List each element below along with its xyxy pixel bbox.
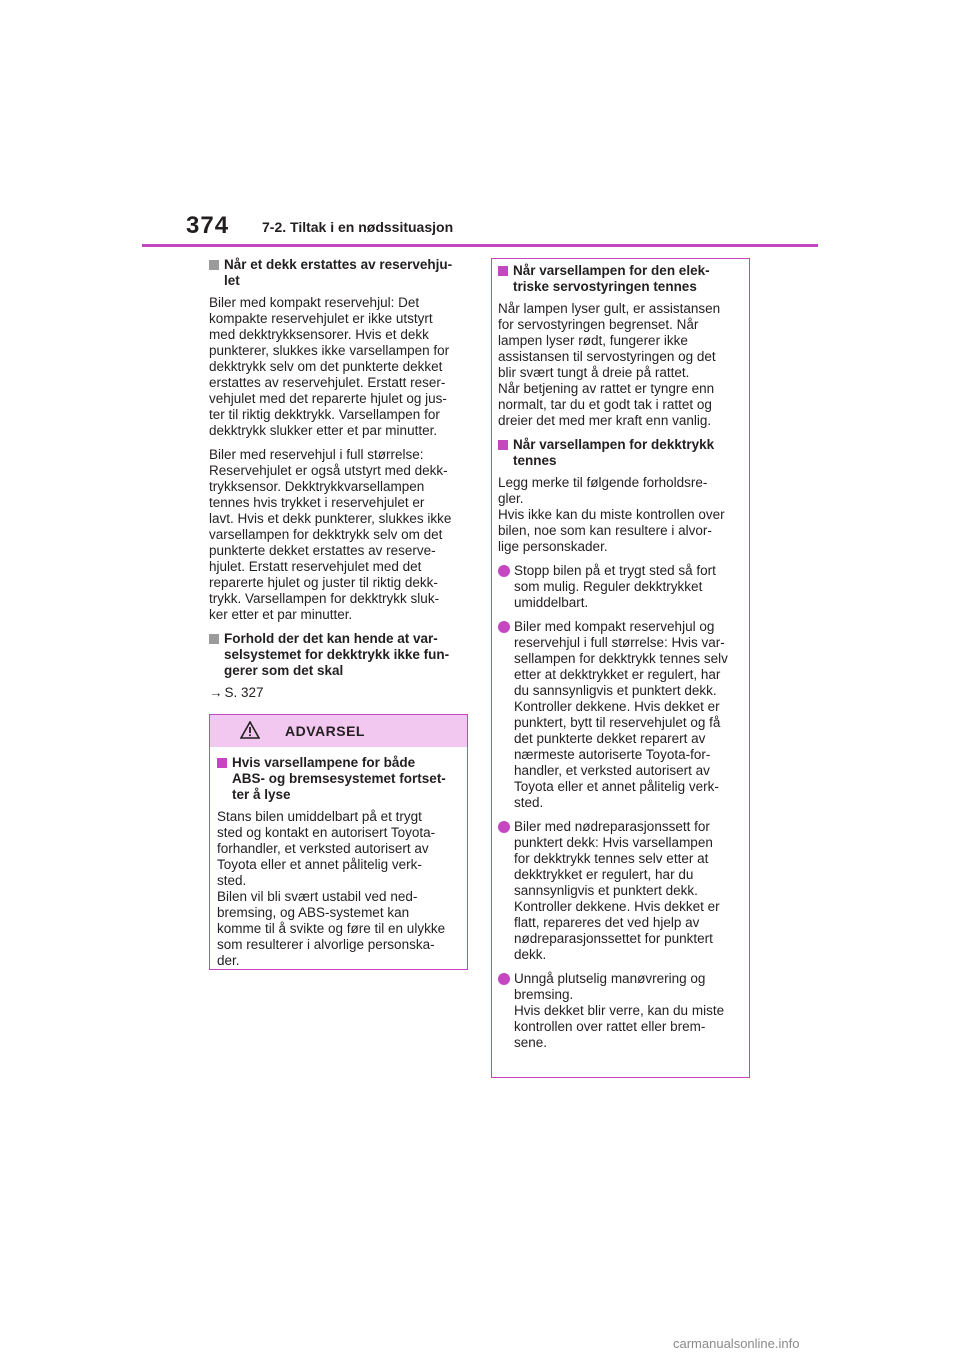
circle-bullet-icon (498, 565, 510, 577)
watermark: carmanualsonline.info (673, 1336, 800, 1351)
paragraph-compact-spare: Biler med kompakt reservehjul: Det kompakte reservehjulet er ikke utstyrt med dekktrykksensorer. Hvis et dekk punkterer, slukkes ikke varsellampen for dekktrykk selv om det punkterte dekket erstattes av reservehjulet. Erstatt reser- vehjulet med det reparerte hjulet og jus- ter til riktig dekktrykk. Varsellampen for dekktrykk slukker etter et par minutter. (209, 295, 450, 438)
left-heading-spare-wheel (209, 257, 469, 289)
right-heading-tire-pressure (498, 437, 741, 469)
page-header (0, 0, 960, 250)
left-column (209, 257, 469, 709)
warning-header (210, 715, 467, 747)
square-bullet-icon (498, 440, 508, 450)
paragraph-power-steering: Når lampen lyser gult, er assistansen for servostyringen begrenset. Når lampen lyser rødt, fungerer ikke assistansen til servostyringen og det blir svært tungt å dreie på rattet. Når betjening av rattet er tyngre enn normalt, tar du et godt tak i rattet og dreier det med mer kraft enn vanlig. (498, 301, 721, 428)
heading-text: Hvis varsellampene for både ABS- og bremsesystemet fortset- ter å lyse (232, 755, 446, 802)
page-number: 374 (186, 212, 230, 239)
bullet-item (498, 563, 741, 611)
bullet-text: Unngå plutselig manøvrering og bremsing. Hvis dekket blir verre, kan du miste kontrollen over rattet eller brem- sene. (514, 971, 725, 1050)
section-title: 7-2. Tiltak i en nødssituasjon (262, 219, 454, 235)
warning-paragraph: Stans bilen umiddelbart på et trygt sted og kontakt en autorisert Toyota- forhandler, et verksted autorisert av Toyota eller et annet pålitelig verk- sted. Bilen vil bli svært ustabil ved ned- bremsing, og ABS-systemet kan komme til å svikte og føre til en ulykke som resulterer i alvorlige personska- der. (217, 809, 446, 968)
circle-bullet-icon (498, 621, 510, 633)
square-bullet-icon (217, 758, 227, 768)
bullet-item (498, 971, 741, 1051)
paragraph-precautions: Legg merke til følgende forholdsre- gler. Hvis ikke kan du miste kontrollen over bilen, noe som kan resultere i alvor- lige personskader. (498, 475, 725, 554)
bullet-item (498, 619, 741, 811)
right-info-box (491, 258, 750, 1078)
page-reference (209, 685, 469, 701)
circle-bullet-icon (498, 973, 510, 985)
warning-body (210, 747, 467, 969)
heading-text: Når varsellampen for den elek- triske servostyringen tennes (513, 263, 710, 294)
left-heading-conditions (209, 631, 469, 679)
bullet-text: Biler med nødreparasjonssett for punktert dekk: Hvis varsellampen for dekktrykk tennes selv etter at dekktrykket er regulert, har du sannsynligvis et punktert dekk. Kontroller dekkene. Hvis dekket er flatt, repareres det ved hjelp av nødreparasjonssettet for punktert dekk. (514, 819, 720, 962)
bullet-item (498, 819, 741, 963)
bullet-text: Stopp bilen på et trygt sted så fort som mulig. Reguler dekktrykket umiddelbart. (514, 563, 716, 610)
circle-bullet-icon (498, 821, 510, 833)
warning-box (209, 714, 468, 970)
square-bullet-icon (498, 266, 508, 276)
warning-heading (217, 755, 457, 803)
heading-text: Forhold der det kan hende at var- selsystemet for dekktrykk ikke fun- gerer som det skal (224, 631, 450, 678)
arrow-right-icon: → (209, 685, 223, 700)
warning-label: ADVARSEL (285, 723, 365, 739)
bullet-text: Biler med kompakt reservehjul og reservehjul i full størrelse: Hvis var- sellampen for dekktrykk tennes selv etter at dekktrykket er regulert, har du sannsynligvis et punktert dekk. Kontroller dekkene. Hvis dekket er punktert, bytt til reservehjulet og få det punkterte dekket reparert av nærmeste autoriserte Toyota-for- handler, et verksted autorisert av Toyota eller et annet pålitelig verk- sted. (514, 619, 728, 810)
heading-text: Når et dekk erstattes av reservehju- let (224, 257, 453, 288)
square-bullet-icon (209, 260, 219, 270)
heading-text: Når varsellampen for dekktrykk tennes (513, 437, 715, 468)
right-heading-power-steering (498, 263, 741, 295)
header-rule (142, 244, 818, 247)
paragraph-full-size-spare: Biler med reservehjul i full størrelse: Reservehjulet er også utstyrt med dekk- trykksensor. Dekktrykkvarsellampen tennes hvis trykket i reservehjulet er lavt. Hvis et dekk punkterer, slukkes ikke varsellampen for dekktrykk selv om det punkterte dekket erstattes av reserve- hjulet. Erstatt reservehjulet med det reparerte hjulet og juster til riktig dekk- trykk. Varsellampen for dekktrykk sluk- ker etter et par minutter. (209, 447, 452, 622)
warning-triangle-icon (240, 721, 260, 739)
page-reference-link[interactable]: S. 327 (224, 685, 264, 700)
square-bullet-icon (209, 634, 219, 644)
